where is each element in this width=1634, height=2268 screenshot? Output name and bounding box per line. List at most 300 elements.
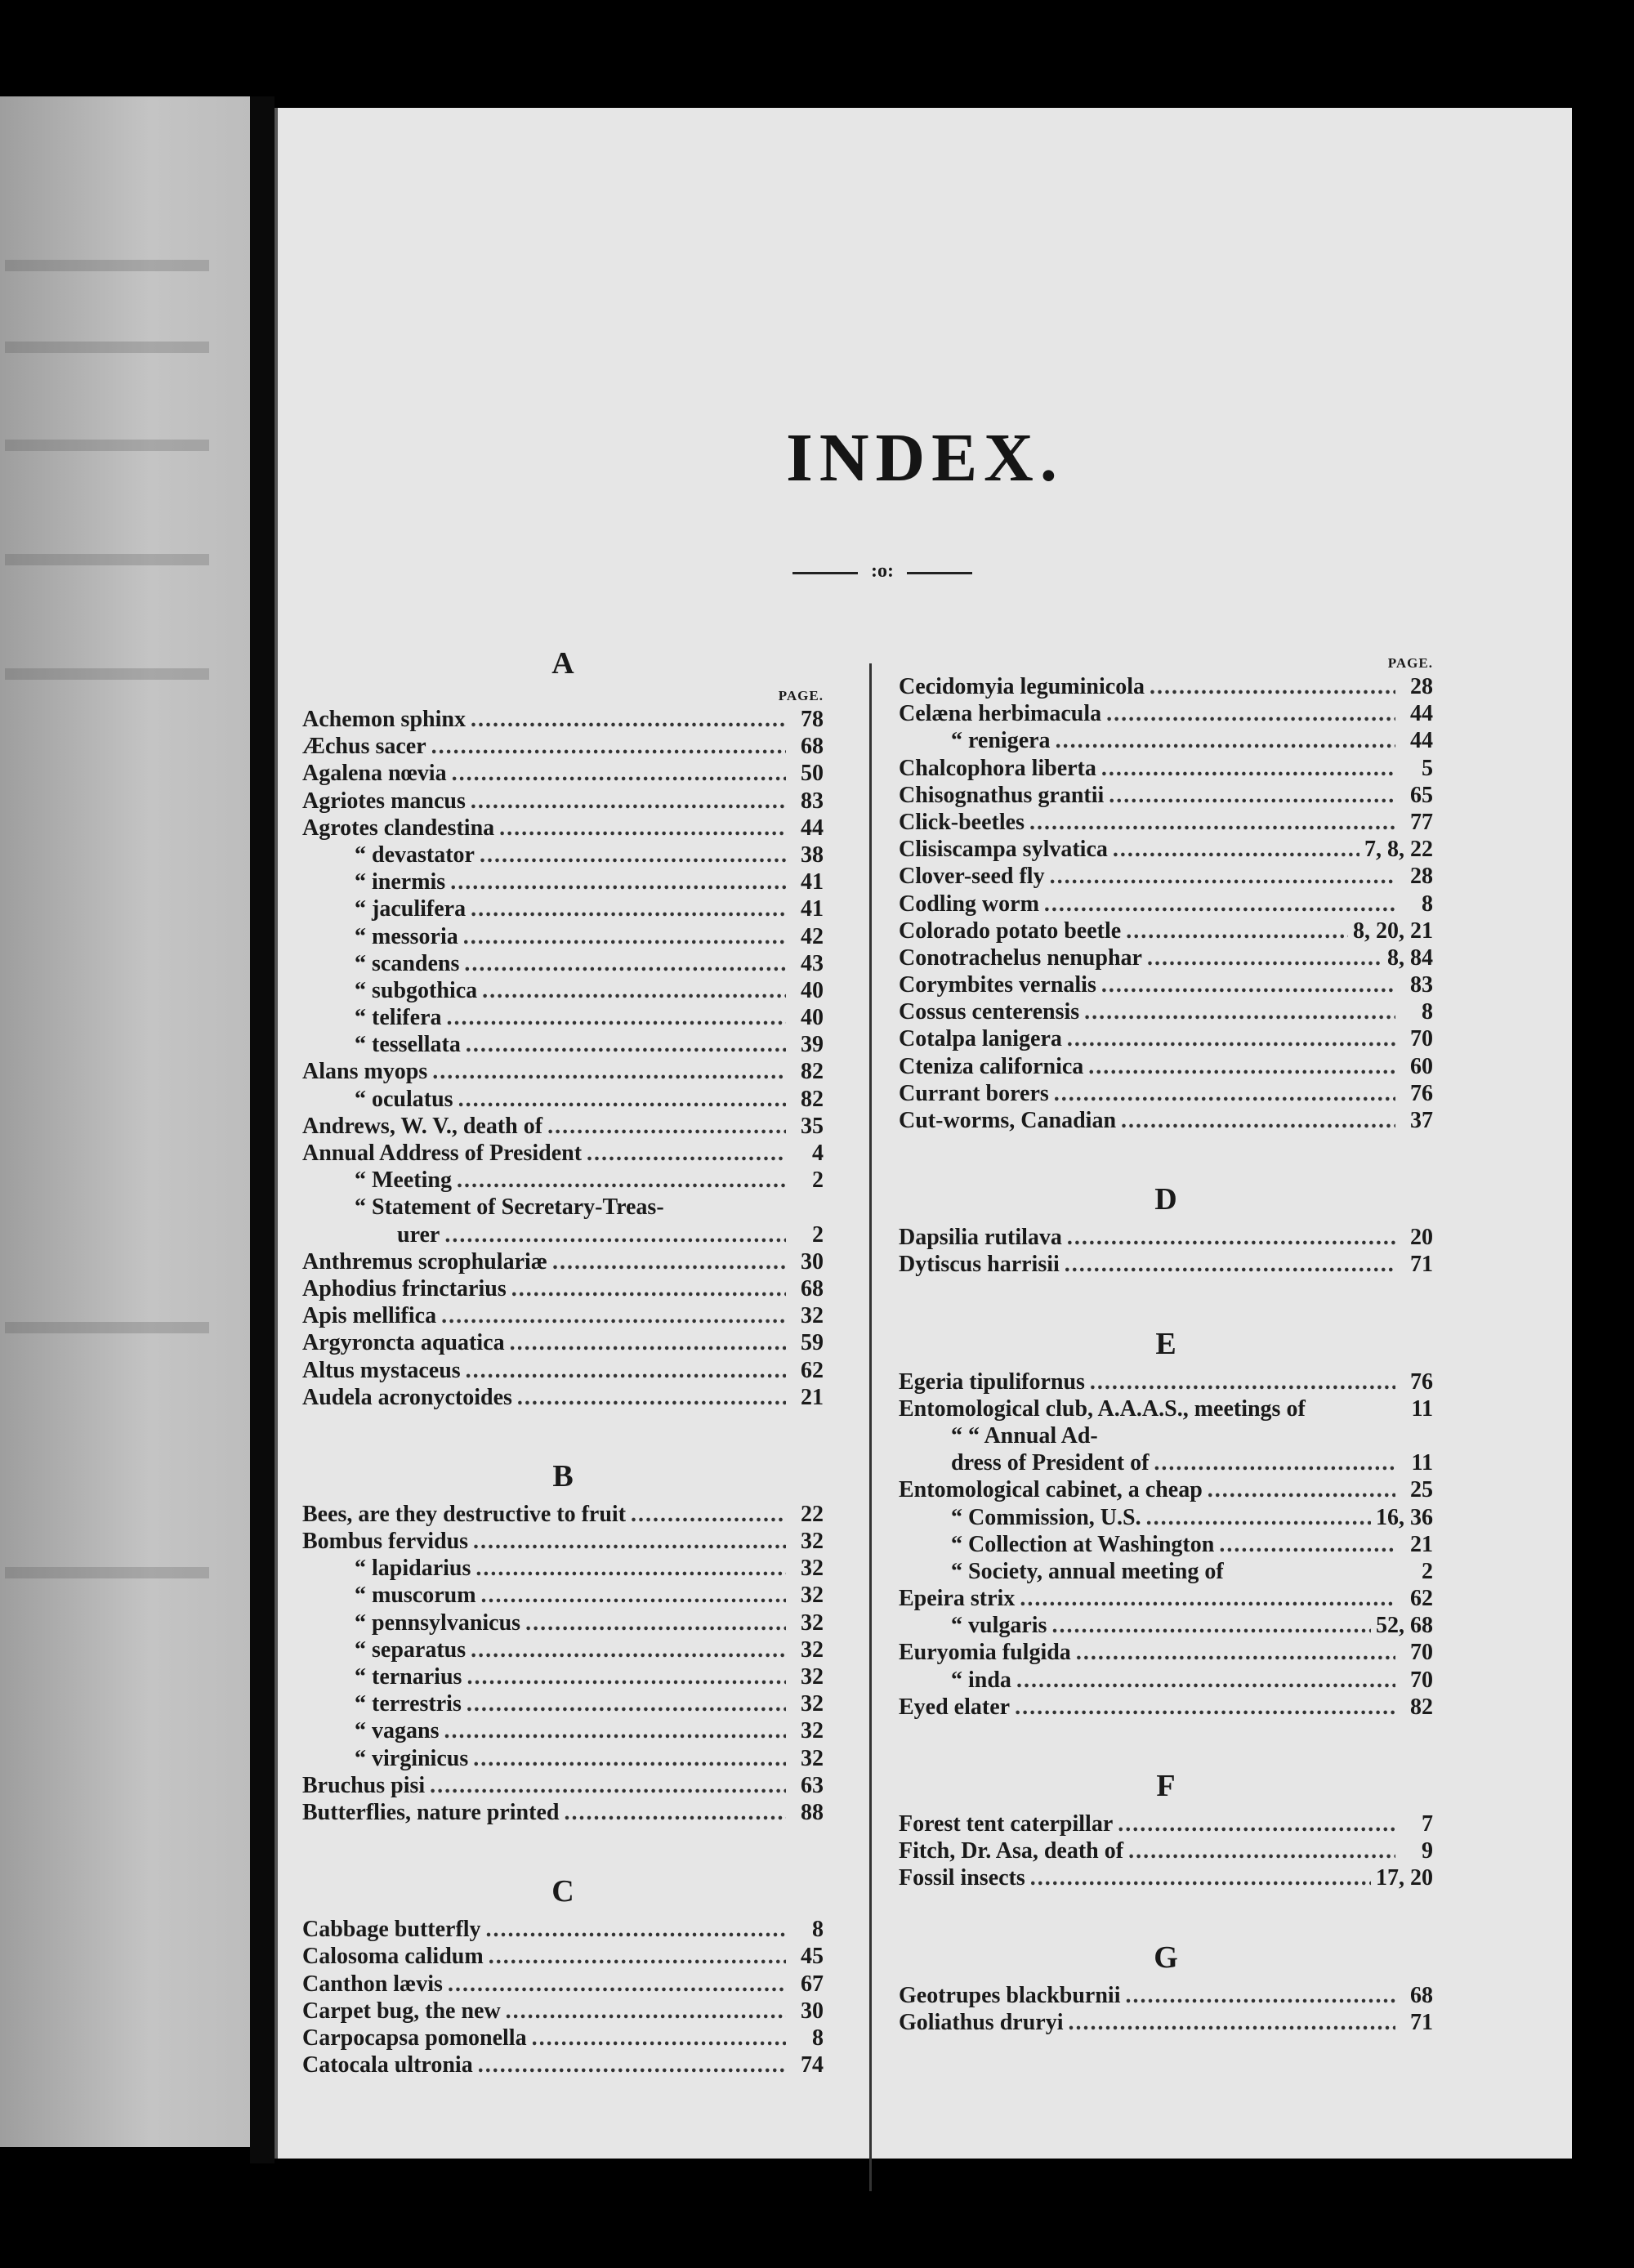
index-entry: [302, 1194, 824, 1221]
leader-dots: [1084, 998, 1395, 1025]
index-entry: [302, 1004, 824, 1031]
entry-page-number: 32: [801, 1718, 824, 1744]
index-entry: [899, 782, 1433, 809]
entry-page-number: 2: [1422, 1558, 1433, 1584]
index-entry: [302, 950, 824, 977]
section-gap: [899, 1721, 1433, 1753]
entry-term: Agriotes mancus: [302, 788, 466, 814]
index-entry: [899, 700, 1433, 727]
entry-page-number: 40: [801, 1005, 824, 1031]
ghost-text-line: [5, 260, 209, 271]
index-entry: [302, 1275, 824, 1302]
entry-term: Alans myops: [302, 1059, 428, 1085]
index-entry: [302, 1528, 824, 1555]
entry-page-number: 63: [801, 1772, 824, 1798]
entry-page-number: 32: [801, 1691, 824, 1717]
entry-term: “ jaculifera: [355, 896, 467, 922]
leader-dots: [1067, 1224, 1395, 1251]
leader-dots: [532, 2025, 786, 2051]
index-entry: [899, 1504, 1433, 1531]
leader-dots: [448, 1971, 786, 1998]
entry-page-number: 8, 20, 21: [1353, 917, 1433, 944]
entry-page-number: 2: [812, 1221, 824, 1248]
index-entry: [302, 1501, 824, 1528]
entry-term: Cabbage butterfly: [302, 1917, 481, 1943]
index-entry: [302, 1086, 824, 1113]
entry-term: “ pennsylvanicus: [355, 1609, 521, 1636]
index-entry: [302, 1971, 824, 1998]
leader-dots: [1113, 836, 1359, 863]
ghost-text-line: [5, 342, 209, 353]
leader-dots: [463, 923, 786, 950]
index-entry: [302, 706, 824, 733]
index-entry: [899, 1476, 1433, 1503]
entry-page-number: 83: [1410, 972, 1433, 998]
leader-dots: [444, 1221, 786, 1248]
entry-term: Bruchus pisi: [302, 1772, 426, 1798]
entry-term: Carpocapsa pomonella: [302, 2025, 527, 2051]
entry-term: Cotalpa lanigera: [899, 1026, 1062, 1052]
entry-page-number: 70: [1410, 1640, 1433, 1666]
index-entry: [899, 1639, 1433, 1666]
index-entry: [899, 809, 1433, 836]
entry-page-number: 32: [801, 1556, 824, 1582]
entry-term: “ Commission, U.S.: [951, 1504, 1141, 1530]
entry-term: Chisognathus grantii: [899, 782, 1105, 808]
leader-dots: [466, 1031, 786, 1058]
entry-page-number: 38: [801, 842, 824, 868]
leader-dots: [511, 1275, 786, 1302]
section-letter: E: [1155, 1326, 1176, 1361]
entry-term: urer: [397, 1221, 440, 1248]
entry-term: Anthremus scrophulariæ: [302, 1248, 548, 1275]
entry-term: “ vagans: [355, 1718, 440, 1744]
entry-page-number: 2: [812, 1167, 824, 1194]
index-entry: [302, 733, 824, 760]
leader-dots: [1067, 1025, 1395, 1052]
entry-page-number: 74: [801, 2052, 824, 2078]
leader-dots: [631, 1501, 786, 1528]
ghost-text-line: [5, 554, 209, 565]
entry-term: “ terrestris: [355, 1691, 462, 1717]
index-entry: [302, 1167, 824, 1194]
entry-page-number: 5: [1422, 755, 1433, 781]
index-entry: [899, 1531, 1433, 1558]
entry-term: Cecidomyia leguminicola: [899, 674, 1145, 699]
index-entry: [899, 1864, 1433, 1891]
entry-term: “ tessellata: [355, 1032, 461, 1058]
index-entry: [899, 1251, 1433, 1278]
section-letter: D: [1154, 1182, 1177, 1217]
entry-term: dress of President of: [951, 1450, 1150, 1476]
leader-dots: [467, 1663, 786, 1690]
leader-dots: [430, 1772, 786, 1799]
index-entry: [302, 842, 824, 868]
entry-page-number: 41: [801, 896, 824, 922]
entry-page-number: 32: [801, 1303, 824, 1329]
index-entry: [302, 1690, 824, 1717]
index-entry: [302, 1799, 824, 1826]
entry-term: Butterflies, nature printed: [302, 1799, 560, 1825]
title-ornament: [792, 560, 972, 585]
entry-page-number: 52, 68: [1376, 1613, 1433, 1639]
leader-dots: [466, 1357, 786, 1384]
leader-dots: [480, 842, 786, 868]
entry-term: Apis mellifica: [302, 1303, 437, 1329]
section-gap: [899, 1892, 1433, 1925]
page-column-heading: PAGE.: [778, 688, 824, 703]
entry-page-number: 62: [801, 1357, 824, 1383]
entry-page-number: 44: [801, 815, 824, 841]
entry-term: “ devastator: [355, 842, 475, 868]
entry-term: Chalcophora liberta: [899, 755, 1096, 781]
entry-term: “ messoria: [355, 923, 458, 949]
leader-dots: [1015, 1694, 1395, 1721]
entry-term: Click-beetles: [899, 809, 1025, 835]
entry-term: “ scandens: [355, 950, 460, 976]
leader-dots: [525, 1609, 786, 1636]
book-spine: [250, 96, 275, 2163]
index-entry: [302, 1113, 824, 1140]
entry-term: “ Meeting: [355, 1167, 452, 1194]
leader-dots: [1054, 1080, 1395, 1107]
section-letter: G: [1154, 1940, 1178, 1975]
entry-term: Andrews, W. V., death of: [302, 1113, 543, 1139]
entry-term: “ Society, annual meeting of: [951, 1558, 1224, 1584]
entry-term: Entomological club, A.A.A.S., meetings of: [899, 1395, 1306, 1422]
index-entry: [899, 1837, 1433, 1864]
leader-dots: [486, 1916, 786, 1943]
section-letter: A: [551, 646, 574, 681]
entry-page-number: 82: [1410, 1694, 1433, 1720]
index-entry: [899, 1449, 1433, 1476]
entry-page-number: 9: [1422, 1838, 1433, 1864]
entry-term: “ inda: [951, 1667, 1011, 1693]
leader-dots: [441, 1302, 786, 1329]
section-gap: [302, 1826, 824, 1859]
entry-term: Colorado potato beetle: [899, 917, 1122, 944]
entry-page-number: 71: [1410, 1252, 1433, 1278]
leader-dots: [1126, 917, 1348, 944]
leader-dots: [506, 1998, 786, 2025]
index-entry: [899, 1053, 1433, 1080]
leader-dots: [510, 1329, 786, 1356]
entry-term: Catocala ultronia: [302, 2052, 473, 2078]
entry-term: Audela acronyctoides: [302, 1384, 512, 1410]
ornament-glyph: :o:: [871, 560, 894, 582]
index-entry: [302, 1916, 824, 1943]
entry-page-number: 21: [801, 1384, 824, 1410]
index-entry: [302, 868, 824, 895]
entry-page-number: 21: [1410, 1531, 1433, 1557]
leader-dots: [1065, 1251, 1395, 1278]
leader-dots: [1088, 1053, 1395, 1080]
entry-term: Dapsilia rutilava: [899, 1225, 1062, 1251]
entry-page-number: 8: [812, 2025, 824, 2051]
index-entry: [899, 971, 1433, 998]
entry-term: Euryomia fulgida: [899, 1640, 1071, 1666]
index-entry: [302, 1636, 824, 1663]
entry-page-number: 42: [801, 923, 824, 949]
leader-dots: [471, 1636, 786, 1663]
entry-page-number: 32: [801, 1583, 824, 1609]
rule-left: [792, 572, 858, 574]
index-entry: [302, 1302, 824, 1329]
index-entry: [899, 1224, 1433, 1251]
index-entry: [302, 1609, 824, 1636]
leader-dots: [473, 1528, 786, 1555]
leader-dots: [1125, 1982, 1395, 2009]
entry-page-number: 45: [801, 1944, 824, 1970]
index-entry: [302, 1998, 824, 2025]
index-entry: [899, 1810, 1433, 1837]
leader-dots: [1109, 782, 1395, 809]
leader-dots: [1068, 2009, 1395, 2036]
entry-page-number: 65: [1410, 782, 1433, 808]
leader-dots: [471, 706, 786, 733]
index-entry: [302, 1772, 824, 1799]
leader-dots: [587, 1140, 786, 1167]
leader-dots: [1090, 1368, 1395, 1395]
leader-dots: [475, 1555, 786, 1582]
entry-term: Bombus fervidus: [302, 1529, 469, 1555]
index-column-left: [302, 631, 824, 2078]
leader-dots: [478, 2051, 786, 2078]
entry-page-number: 25: [1410, 1477, 1433, 1503]
page-column-heading: PAGE.: [1387, 655, 1433, 671]
entry-page-number: 7, 8, 22: [1364, 837, 1433, 863]
index-entry: [302, 815, 824, 842]
entry-term: Currant borers: [899, 1080, 1049, 1106]
leader-dots: [431, 733, 786, 760]
index-entry: [899, 836, 1433, 863]
leader-dots: [447, 1004, 787, 1031]
entry-page-number: 11: [1411, 1395, 1433, 1422]
index-entry: [302, 1663, 824, 1690]
entry-page-number: 77: [1410, 809, 1433, 835]
leader-dots: [482, 977, 786, 1004]
entry-page-number: 68: [801, 1275, 824, 1301]
entry-term: Entomological cabinet, a cheap: [899, 1477, 1203, 1503]
entry-term: “ Collection at Washington: [951, 1531, 1215, 1557]
section-letter: C: [551, 1874, 574, 1909]
entry-term: Agrotes clandestina: [302, 815, 495, 841]
index-entry: [302, 1248, 824, 1275]
ghost-text-line: [5, 1567, 209, 1578]
entry-term: Achemon sphinx: [302, 707, 466, 732]
entry-page-number: 68: [801, 734, 824, 760]
ghost-text-line: [5, 668, 209, 680]
index-entry: [899, 1694, 1433, 1721]
leader-dots: [452, 760, 786, 787]
entry-page-number: 35: [801, 1113, 824, 1139]
entry-term: Forest tent caterpillar: [899, 1811, 1114, 1837]
entry-term: Celæna herbimacula: [899, 701, 1102, 727]
index-entry: [899, 1107, 1433, 1134]
index-entry: [302, 1140, 824, 1167]
entry-page-number: 50: [801, 761, 824, 787]
leader-dots: [1016, 1667, 1395, 1694]
entry-page-number: 32: [801, 1529, 824, 1555]
entry-page-number: 11: [1411, 1450, 1433, 1476]
leader-dots: [1076, 1639, 1395, 1666]
entry-term: Argyroncta aquatica: [302, 1330, 505, 1356]
index-entry: [302, 2051, 824, 2078]
entry-page-number: 59: [801, 1330, 824, 1356]
entry-term: Fitch, Dr. Asa, death of: [899, 1838, 1124, 1864]
entry-page-number: 20: [1410, 1225, 1433, 1251]
entry-term: Fossil insects: [899, 1865, 1025, 1891]
index-entry: [302, 923, 824, 950]
section-gap: [899, 1134, 1433, 1167]
entry-term: Cossus centerensis: [899, 999, 1080, 1025]
entry-term: “ renigera: [951, 728, 1051, 754]
entry-term: Geotrupes blackburnii: [899, 1982, 1121, 2008]
index-entry: [899, 1585, 1433, 1612]
entry-page-number: 8: [1422, 999, 1433, 1025]
entry-term: Clover-seed fly: [899, 864, 1045, 890]
leader-dots: [552, 1248, 786, 1275]
entry-term: Epeira strix: [899, 1586, 1016, 1612]
entry-page-number: 43: [801, 950, 824, 976]
leader-dots: [481, 1582, 786, 1609]
index-entry: [899, 1612, 1433, 1639]
leader-dots: [1128, 1837, 1395, 1864]
entry-page-number: 8, 84: [1387, 944, 1433, 971]
entry-term: “ telifera: [355, 1005, 442, 1031]
entry-page-number: 82: [801, 1086, 824, 1112]
leader-dots: [467, 1690, 786, 1717]
index-entry: [899, 1667, 1433, 1694]
leader-dots: [1118, 1810, 1395, 1837]
index-entry: [899, 1422, 1433, 1449]
leader-dots: [1106, 700, 1395, 727]
entry-page-number: 32: [801, 1664, 824, 1690]
entry-page-number: 8: [1422, 891, 1433, 917]
index-page: [275, 108, 1572, 2159]
leader-dots: [457, 1167, 786, 1194]
leader-dots: [1020, 1585, 1395, 1612]
previous-page-edge: [0, 96, 250, 2147]
leader-dots: [1147, 944, 1382, 971]
entry-page-number: 7: [1422, 1811, 1433, 1837]
leader-dots: [432, 1058, 786, 1085]
entry-term: “ subgothica: [355, 977, 478, 1003]
index-entry: [899, 891, 1433, 917]
leader-dots: [1050, 863, 1395, 890]
entry-term: “ ternarius: [355, 1664, 462, 1690]
entry-term: Annual Address of President: [302, 1141, 583, 1166]
entry-term: Æchus sacer: [302, 734, 426, 760]
entry-term: Corymbites vernalis: [899, 972, 1096, 998]
index-entry: [302, 1058, 824, 1085]
column-divider: [869, 663, 872, 2191]
entry-term: Agalena nœvia: [302, 761, 447, 787]
entry-term: “ vulgaris: [951, 1613, 1047, 1639]
index-entry: [899, 917, 1433, 944]
leader-dots: [1121, 1107, 1395, 1134]
leader-dots: [464, 950, 786, 977]
entry-term: “ “ Annual Ad-: [951, 1422, 1098, 1449]
leader-dots: [1150, 673, 1395, 700]
leader-dots: [1154, 1449, 1395, 1476]
page-title: INDEX.: [786, 420, 1064, 496]
index-entry: [302, 1221, 824, 1248]
entry-page-number: 62: [1410, 1586, 1433, 1612]
index-entry: [302, 1943, 824, 1970]
entry-term: “ inermis: [355, 869, 446, 895]
index-entry: [899, 755, 1433, 782]
entry-page-number: 83: [801, 788, 824, 814]
entry-term: “ oculatus: [355, 1086, 453, 1112]
entry-page-number: 76: [1410, 1368, 1433, 1395]
entry-page-number: 28: [1410, 674, 1433, 699]
index-entry: [302, 1357, 824, 1384]
index-entry: [302, 2025, 824, 2051]
index-entry: [302, 1555, 824, 1582]
index-entry: [302, 1384, 824, 1411]
index-entry: [302, 895, 824, 922]
entry-page-number: 4: [812, 1141, 824, 1166]
entry-page-number: 60: [1410, 1053, 1433, 1079]
index-entry: [899, 1982, 1433, 2009]
leader-dots: [1219, 1531, 1395, 1558]
entry-page-number: 76: [1410, 1080, 1433, 1106]
entry-page-number: 30: [801, 1998, 824, 2024]
index-entry: [302, 760, 824, 787]
ghost-text-line: [5, 1322, 209, 1333]
index-entry: [899, 1558, 1433, 1585]
leader-dots: [489, 1943, 786, 1970]
index-entry: [899, 1395, 1433, 1422]
leader-dots: [471, 895, 786, 922]
leader-dots: [1101, 971, 1395, 998]
leader-dots: [564, 1799, 786, 1826]
entry-term: Egeria tipulifornus: [899, 1368, 1085, 1395]
section-letter: F: [1156, 1769, 1176, 1803]
leader-dots: [517, 1384, 786, 1411]
entry-term: Conotrachelus nenuphar: [899, 944, 1142, 971]
leader-dots: [1056, 727, 1395, 754]
index-entry: [899, 944, 1433, 971]
leader-dots: [458, 1086, 786, 1113]
index-entry: [899, 673, 1433, 700]
entry-term: “ virginicus: [355, 1745, 469, 1771]
leader-dots: [444, 1717, 786, 1744]
leader-dots: [1029, 809, 1395, 836]
entry-page-number: 16, 36: [1376, 1504, 1433, 1530]
entry-term: Codling worm: [899, 891, 1039, 917]
index-entry: [899, 1080, 1433, 1107]
entry-term: Calosoma calidum: [302, 1944, 484, 1970]
entry-term: Goliathus druryi: [899, 2009, 1064, 2035]
entry-page-number: 78: [801, 707, 824, 732]
entry-term: Clisiscampa sylvatica: [899, 837, 1108, 863]
entry-page-number: 17, 20: [1376, 1865, 1433, 1891]
entry-term: “ lapidarius: [355, 1556, 471, 1582]
entry-page-number: 82: [801, 1059, 824, 1085]
section-gap: [899, 1279, 1433, 1311]
leader-dots: [471, 788, 786, 815]
entry-term: Bees, are they destructive to fruit: [302, 1501, 627, 1527]
entry-page-number: 39: [801, 1032, 824, 1058]
leader-dots: [547, 1113, 786, 1140]
index-entry: [302, 1717, 824, 1744]
index-entry: [899, 1368, 1433, 1395]
entry-term: Dytiscus harrisii: [899, 1252, 1060, 1278]
entry-page-number: 28: [1410, 864, 1433, 890]
entry-term: Eyed elater: [899, 1694, 1011, 1720]
